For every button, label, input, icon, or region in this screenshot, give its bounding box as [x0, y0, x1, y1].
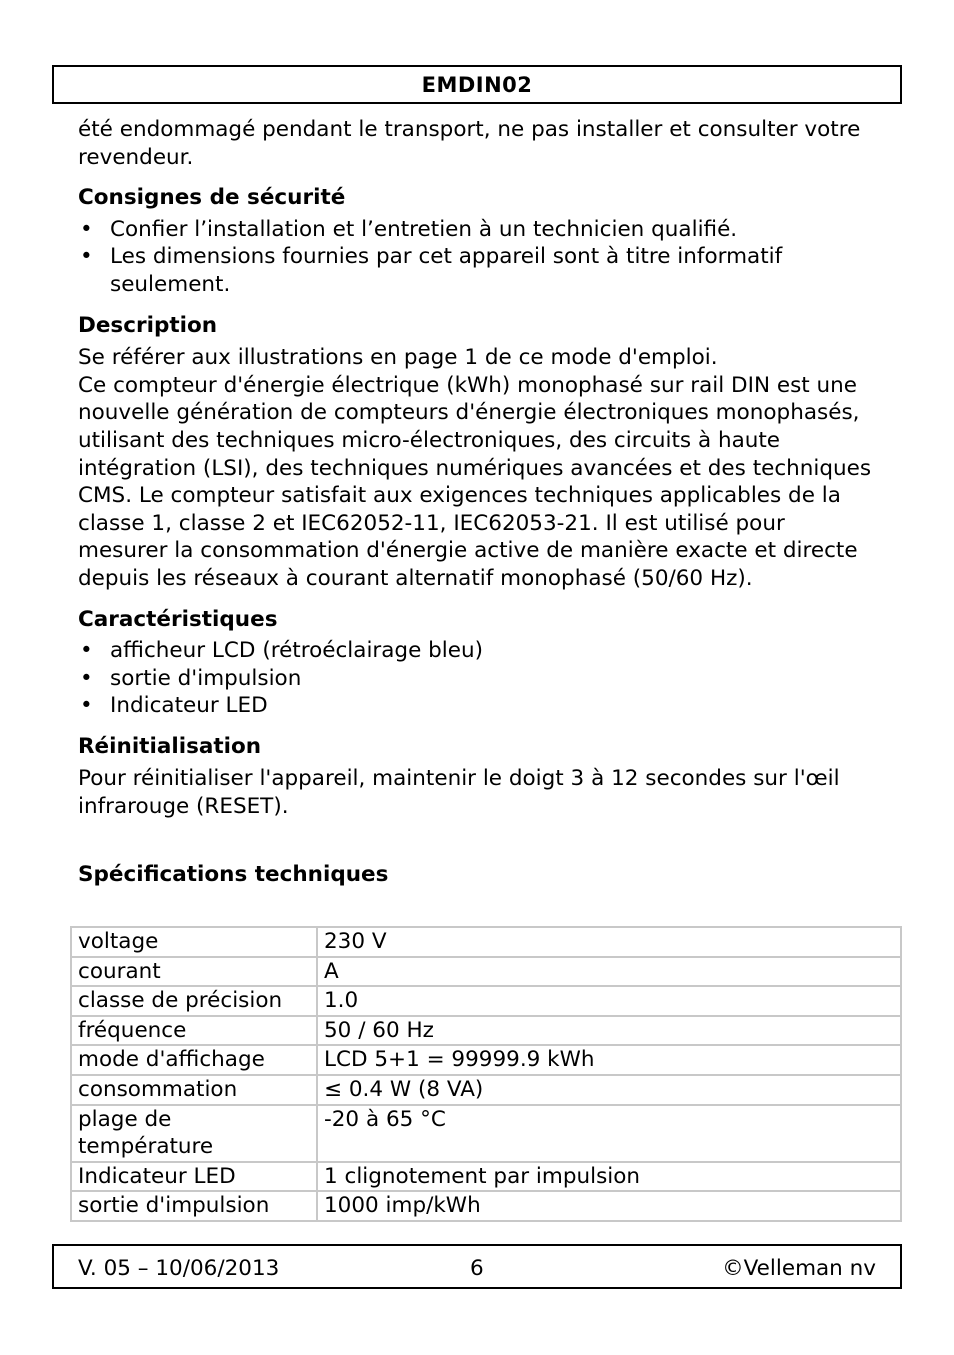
- main-content: [78, 116, 878, 888]
- footer-version: V. 05 – 10/06/2013: [78, 1256, 280, 1281]
- spec-label: plage de température: [71, 1105, 317, 1162]
- table-row: [71, 1045, 901, 1075]
- specs-heading: Spécifications techniques: [78, 861, 389, 887]
- intro-paragraph: été endommagé pendant le transport, ne pas installer et consulter votre revendeur.: [78, 117, 861, 170]
- spec-label: sortie d'impulsion: [71, 1191, 317, 1221]
- table-row: [71, 927, 901, 957]
- table-row: [71, 1191, 901, 1221]
- spec-label: Indicateur LED: [71, 1162, 317, 1192]
- features-heading: Caractéristiques: [78, 606, 278, 632]
- spec-value: 1000 imp/kWh: [317, 1191, 901, 1221]
- table-row: [71, 1075, 901, 1105]
- list-item: • sortie d'impulsion: [78, 665, 878, 693]
- table-row: [71, 957, 901, 987]
- table-row: [71, 986, 901, 1016]
- table-row: [71, 1016, 901, 1046]
- spec-value: 1 clignotement par impulsion: [317, 1162, 901, 1192]
- features-list: [78, 637, 878, 720]
- spec-label: courant: [71, 957, 317, 987]
- spec-label: classe de précision: [71, 986, 317, 1016]
- footer-copyright: ©Velleman nv: [722, 1256, 876, 1281]
- safety-heading: Consignes de sécurité: [78, 185, 346, 211]
- safety-list: [78, 216, 878, 299]
- reset-paragraph: Pour réinitialiser l'appareil, maintenir le doigt 3 à 12 secondes sur l'œil infrarouge (RESET).: [78, 766, 840, 820]
- page-footer: [52, 1244, 902, 1289]
- table-row: [71, 1105, 901, 1162]
- spec-value: 1.0: [317, 986, 901, 1016]
- spec-label: consommation: [71, 1075, 317, 1105]
- spec-value: LCD 5+1 = 99999.9 kWh: [317, 1045, 901, 1075]
- reset-heading: Réinitialisation: [78, 733, 262, 759]
- spec-label: voltage: [71, 927, 317, 957]
- table-row: [71, 1162, 901, 1192]
- page-header: [52, 65, 902, 104]
- spec-label: mode d'affichage: [71, 1045, 317, 1075]
- specs-table: [70, 926, 902, 1222]
- list-item: • Indicateur LED: [78, 692, 878, 720]
- list-item: • afficheur LCD (rétroéclairage bleu): [78, 637, 878, 665]
- spec-value: ≤ 0.4 W (8 VA): [317, 1075, 901, 1105]
- spec-value: A: [317, 957, 901, 987]
- spec-value: 230 V: [317, 927, 901, 957]
- footer-page-number: 6: [470, 1256, 484, 1281]
- description-body: Ce compteur d'énergie électrique (kWh) monophasé sur rail DIN est une nouvelle génération de compteurs d'énergie électroniques monophasés, utilisant des techniques micro-électroniques, des circuits à haute intégration (LSI), des techniques numériques avancées et des techniques CMS. Le compteur satisfait aux exigences techniques applicables de la classe 1, classe 2 et IEC62052-11, IEC62053-21. Il est utilisé pour mesurer la consommation d'énergie active de manière exacte et directe depuis les réseaux à courant alternatif monophasé (50/60 Hz).: [78, 372, 872, 591]
- document-title: EMDIN02: [421, 72, 533, 97]
- spec-value: -20 à 65 °C: [317, 1105, 901, 1162]
- spec-value: 50 / 60 Hz: [317, 1016, 901, 1046]
- list-item: • Les dimensions fournies par cet appareil sont à titre informatif seulement.: [78, 243, 878, 298]
- description-heading: Description: [78, 312, 218, 338]
- description-intro: Se référer aux illustrations en page 1 de ce mode d'emploi.: [78, 345, 718, 371]
- list-item: • Confier l’installation et l’entretien à un technicien qualifié.: [78, 216, 878, 244]
- spec-label: fréquence: [71, 1016, 317, 1046]
